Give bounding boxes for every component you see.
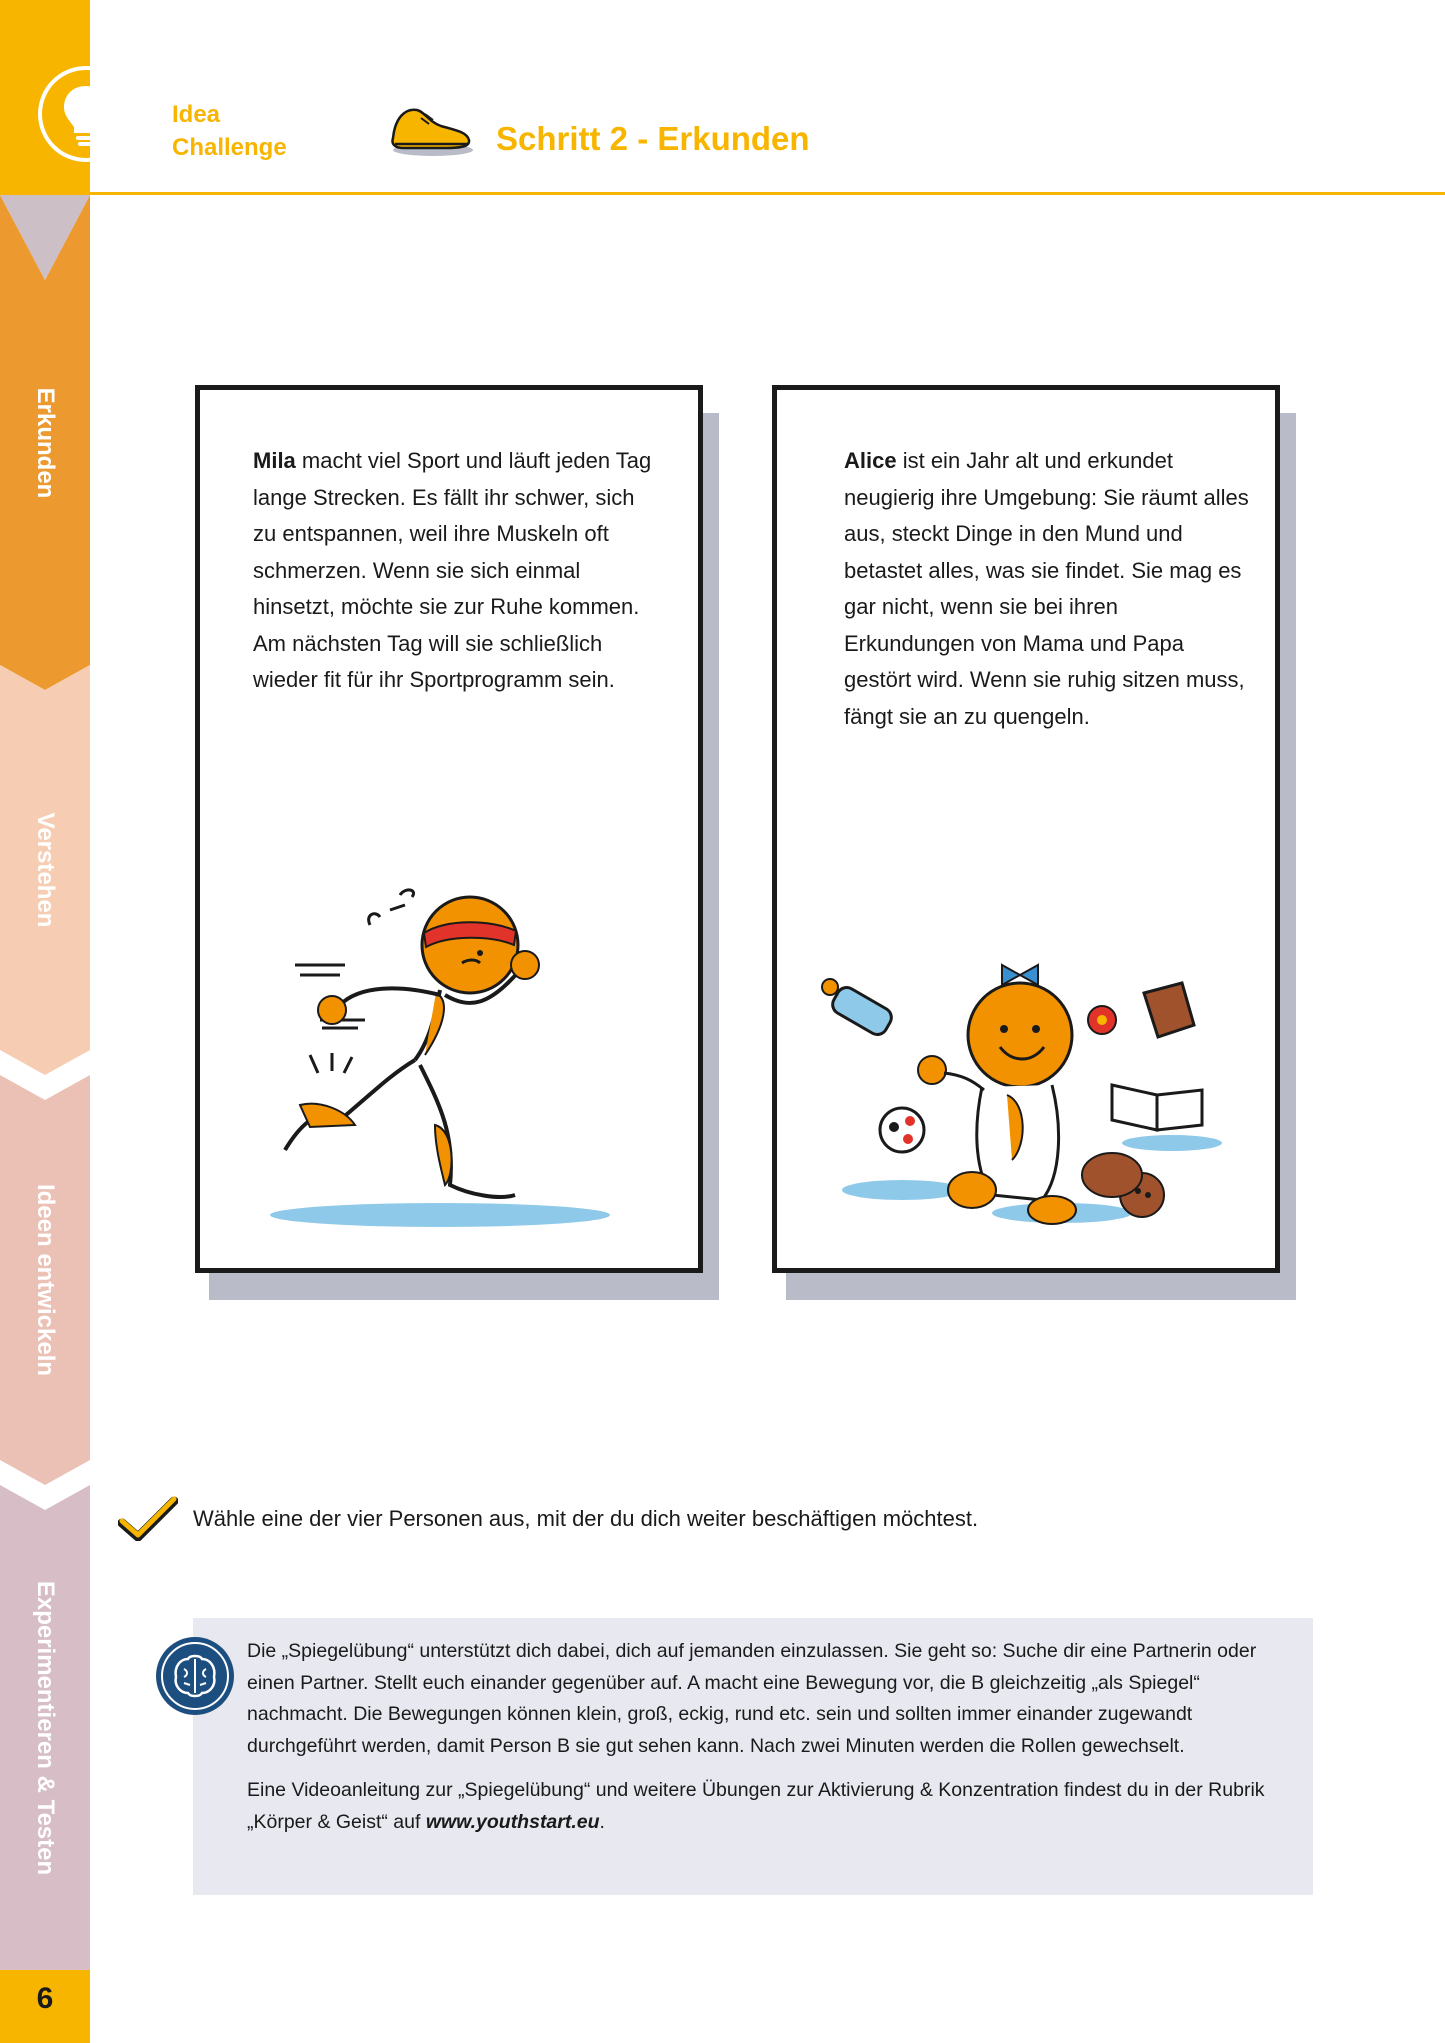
comic-panel-mila (195, 385, 720, 1300)
sidebar-item-experimentieren (0, 1485, 90, 1970)
running-shoe-icon (385, 100, 475, 160)
info-paragraph: Die „Spiegelübung“ unterstützt dich dabei, dich auf jemanden einzulassen. Sie geht so: Suche dir eine Partnerin oder einen Partner. Stellt euch einander gegenüber auf. A macht eine Bewegung vor, die B gleichzeitig „als Spiegel“ nachmacht. Die Bewegungen können klein, groß, eckig, rund etc. sein und sollten immer einander zugewandt durchgeführt werden, damit Person B sie gut sehen kann. Nach zwei Minuten werden die Rollen gewechselt. (247, 1640, 1257, 1757)
page-number: 6 (36, 1982, 54, 2015)
brand-title: Idea Challenge (172, 101, 287, 161)
section-sidebar (0, 0, 90, 2043)
baby-illustration (812, 945, 1252, 1245)
story-text: Alice ist ein Jahr alt und erkundet neugierig ihre Umgebung: Sie räumt alles aus, steckt Dinge in den Mund und betastet alles, was sie findet. Sie mag es gar nicht, wenn sie bei ihren Erkundungen von Mama und Papa gestört wird. Wenn sie ruhig sitzen muss, fängt sie an zu quengeln. (844, 448, 1249, 729)
info-text (247, 1636, 1287, 1838)
checkmark-icon (118, 1495, 178, 1541)
info-paragraph-video: Eine Videoanleitung zur „Spiegelübung“ und weitere Übungen zur Aktivierung & Konzentration findest du in der Rubrik „Körper & Geist“ auf www.youthstart.eu. (247, 1779, 1265, 1833)
sidebar-item-ideen-entwickeln (0, 1075, 90, 1485)
step-title: Schritt 2 - Erkunden (496, 120, 810, 157)
comic-panel-alice (772, 385, 1297, 1300)
sidebar-item-verstehen (0, 665, 90, 1075)
runner-illustration (240, 875, 620, 1235)
sidebar-item-erkunden (0, 195, 90, 690)
task-instruction: Wähle eine der vier Personen aus, mit der du dich weiter beschäftigen möchtest. (193, 1506, 979, 1531)
sidebar-label: Erkunden (32, 387, 59, 498)
sidebar-label: Ideen entwickeln (32, 1183, 59, 1377)
sidebar-label: Experimentieren & Testen (32, 1580, 59, 1875)
story-text: Mila macht viel Sport und läuft jeden Tag lange Strecken. Es fällt ihr schwer, sich zu entspannen, weil ihre Muskeln oft schmerzen. Wenn sie sich einmal hinsetzt, möchte sie zur Ruhe kommen. Am nächsten Tag will sie schließlich wieder fit für ihr Sportprogramm sein. (253, 448, 652, 692)
brain-icon (156, 1637, 234, 1715)
sidebar-label: Verstehen (32, 812, 59, 928)
lightbulb-icon (38, 66, 134, 162)
website-link[interactable]: www.youthstart.eu (425, 1810, 600, 1833)
header-rule (90, 192, 1445, 195)
